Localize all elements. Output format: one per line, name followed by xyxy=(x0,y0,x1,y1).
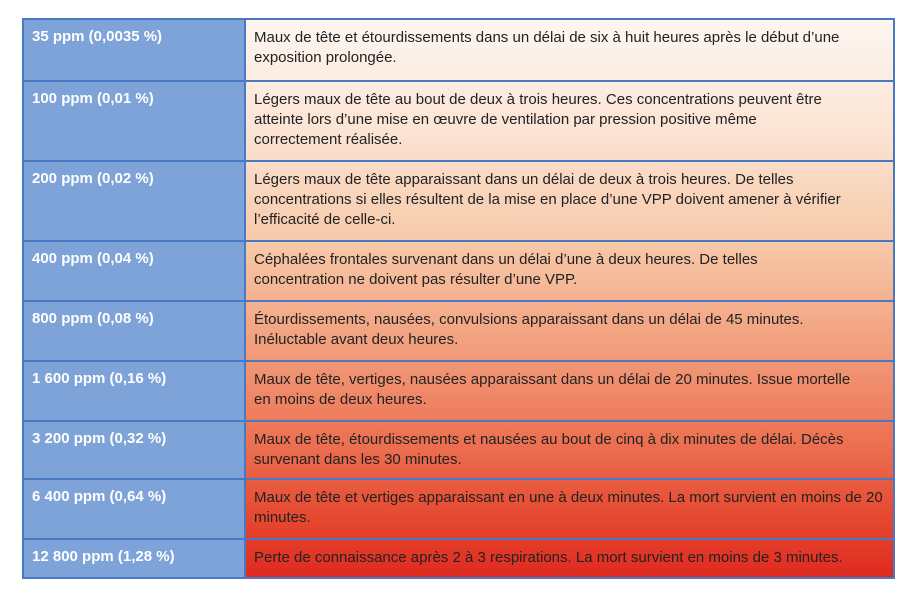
table-row xyxy=(24,302,893,362)
effect-cell: Maux de tête, vertiges, nausées apparaissant dans un délai de 20 minutes. Issue mortelle en moins de deux heures. xyxy=(254,371,851,408)
co-effects-table xyxy=(22,18,895,579)
concentration-cell: 12 800 ppm (1,28 %) xyxy=(24,540,246,577)
effect-cell: Légers maux de tête apparaissant dans un délai de deux à trois heures. De telles concentrations si elles résultent de la mise en place d’une VPP doivent amener à vérifier l’efficacité de celle-ci. xyxy=(254,171,841,228)
table-row xyxy=(24,162,893,242)
effect-cell: Étourdissements, nausées, convulsions apparaissant dans un délai de 45 minutes. Inéluctable avant deux heures. xyxy=(254,311,804,348)
concentration-cell: 1 600 ppm (0,16 %) xyxy=(24,362,246,420)
table-row xyxy=(24,540,893,577)
concentration-cell: 400 ppm (0,04 %) xyxy=(24,242,246,300)
concentration-cell: 200 ppm (0,02 %) xyxy=(24,162,246,240)
effect-cell: Perte de connaissance après 2 à 3 respirations. La mort survient en moins de 3 minutes. xyxy=(254,549,843,566)
effect-cell: Maux de tête et vertiges apparaissant en une à deux minutes. La mort survient en moins de 20 minutes. xyxy=(254,489,883,526)
concentration-cell: 35 ppm (0,0035 %) xyxy=(24,20,246,80)
concentration-cell: 3 200 ppm (0,32 %) xyxy=(24,422,246,478)
table-row xyxy=(24,362,893,422)
effect-cell: Maux de tête, étourdissements et nausées au bout de cinq à dix minutes de délai. Décès survenant dans les 30 minutes. xyxy=(254,431,844,468)
effect-cell: Céphalées frontales survenant dans un délai d’une à deux heures. De telles concentration ne doivent pas résulter d’une VPP. xyxy=(254,251,758,288)
table-row xyxy=(24,422,893,480)
concentration-cell: 800 ppm (0,08 %) xyxy=(24,302,246,360)
table-row xyxy=(24,82,893,162)
concentration-cell: 6 400 ppm (0,64 %) xyxy=(24,480,246,538)
table-row xyxy=(24,242,893,302)
effect-cell: Légers maux de tête au bout de deux à trois heures. Ces concentrations peuvent être atteinte lors d’une mise en œuvre de ventilation par pression positive même correctement réalisée. xyxy=(254,91,822,148)
table-row xyxy=(24,20,893,82)
concentration-cell: 100 ppm (0,01 %) xyxy=(24,82,246,160)
effect-cell: Maux de tête et étourdissements dans un délai de six à huit heures après le début d’une exposition prolongée. xyxy=(254,29,840,66)
table-row xyxy=(24,480,893,540)
